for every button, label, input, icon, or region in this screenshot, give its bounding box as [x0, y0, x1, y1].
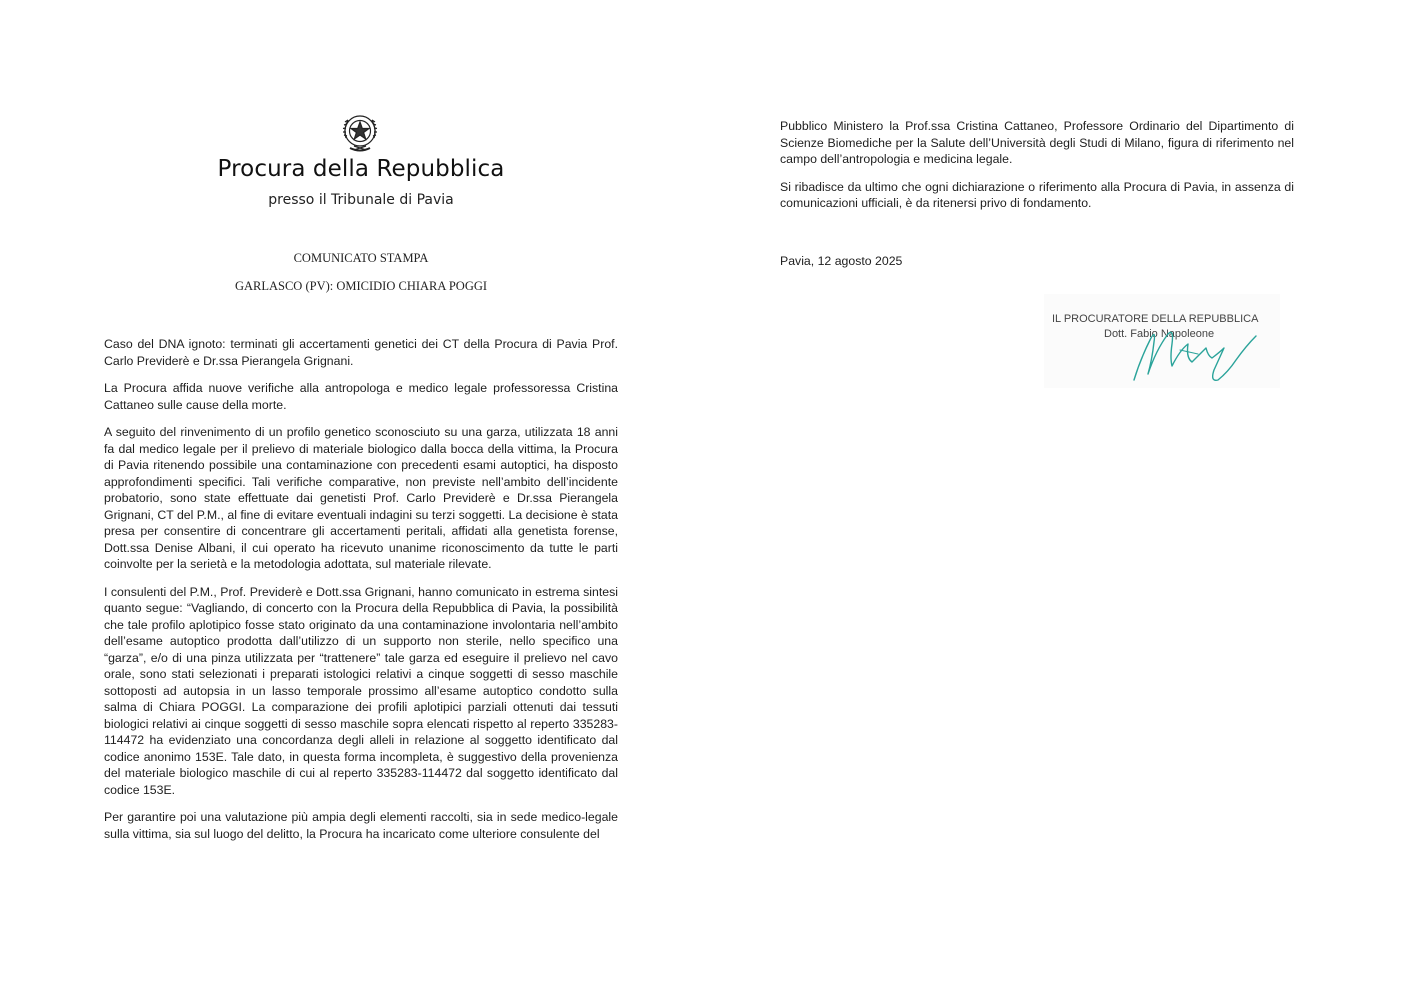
handwritten-signature [1128, 310, 1264, 386]
office-subtitle: presso il Tribunale di Pavia [268, 192, 454, 208]
paragraph: Si ribadisce da ultimo che ogni dichiarazione o riferimento alla Procura di Pavia, in assenza di comunicazioni ufficiali, è da ritenersi privo di fondamento. [780, 179, 1294, 210]
italian-republic-emblem-icon [340, 110, 380, 154]
press-release-label: COMUNICATO STAMPA [293, 251, 429, 265]
signature-block [1044, 294, 1280, 388]
date-line: Pavia, 12 agosto 2025 [780, 254, 903, 268]
paragraph: La Procura affida nuove verifiche alla antropologa e medico legale professoressa Cristina Cattaneo sulle cause della morte. [104, 381, 618, 412]
left-body-text [104, 336, 618, 853]
paragraph: Caso del DNA ignoto: terminati gli accertamenti genetici dei CT della Procura di Pavia Prof. Carlo Previderè e Dr.ssa Pierangela Grignani. [104, 337, 618, 368]
right-body-text [780, 118, 1294, 212]
case-title: GARLASCO (PV): OMICIDIO CHIARA POGGI [234, 279, 488, 293]
paragraph: A seguito del rinvenimento di un profilo genetico sconosciuto su una garza, utilizzata 18 anni fa dal medico legale per il prelievo di materiale biologico dalla bocca della vittima, la Procura di Pavia ritenendo possibile una contaminazione con precedenti esami autoptici, ha disposto approfondimenti specifici. Tali verifiche comparative, non previste nell’ambito dell’incidente probatorio, sono state effettuate dai genetisti Prof. Carlo Previderè e Dr.ssa Pierangela Grignani, CT del P.M., al fine di evitare eventuali indagini su terzi soggetti. La decisione è stata presa per consentire di concentrare gli accertamenti peritali, affidati alla genetista forense, Dott.ssa Denise Albani, il cui operato ha ricevuto unanime riconoscimento da tutte le parti coinvolte per la serietà e la metodologia adottata, sul materiale rilevate. [104, 425, 618, 571]
office-title: Procura della Repubblica [217, 156, 505, 182]
paragraph: Per garantire poi una valutazione più ampia degli elementi raccolti, sia in sede medico-legale sulla vittima, sia sul luogo del delitto, la Procura ha incaricato come ulteriore consulente del [104, 810, 618, 841]
paragraph: I consulenti del P.M., Prof. Previderè e Dott.ssa Grignani, hanno comunicato in estrema sintesi quanto segue: “Vagliando, di concerto con la Procura della Repubblica di Pavia, la possibilità che tale profilo aplotipico fosse stato originato da una contaminazione involontaria nell’ambito dell’esame autoptico prodotta dall’utilizzo di un supporto non sterile, nello specifico una “garza”, e/o di una pinza utilizzata per “trattenere” tale garza ed eseguire il prelievo nel cavo orale, sono stati selezionati i preparati istologici relativi a cinque soggetti di sesso maschile sottoposti ad autopsia in un lasso temporale prossimo all’esame autoptico condotto sulla salma di Chiara POGGI. La comparazione dei profili aplotipici parziali ottenuti dai tessuti biologici relativi ai cinque soggetti di sesso maschile sopra elencati rispetto al reperto 335283-114472 ha evidenziato una concordanza degli alleli in relazione al soggetto identificato dal codice anonimo 153E. Tale dato, in questa forma incompleta, è suggestivo della provenienza del materiale biologico maschile di cui al reperto 335283-114472 dal soggetto identificato dal codice 153E. [104, 584, 618, 797]
paragraph: Pubblico Ministero la Prof.ssa Cristina Cattaneo, Professore Ordinario del Dipartimento di Scienze Biomediche per la Salute dell’Università degli Studi di Milano, figura di riferimento nel campo dell’antropologia e medicina legale. [780, 119, 1294, 166]
signatory-name: Dott. Fabio Napoleone [1104, 328, 1215, 340]
right-page [780, 118, 1294, 340]
signatory-role: IL PROCURATORE DELLA REPUBBLICA [1052, 313, 1259, 325]
